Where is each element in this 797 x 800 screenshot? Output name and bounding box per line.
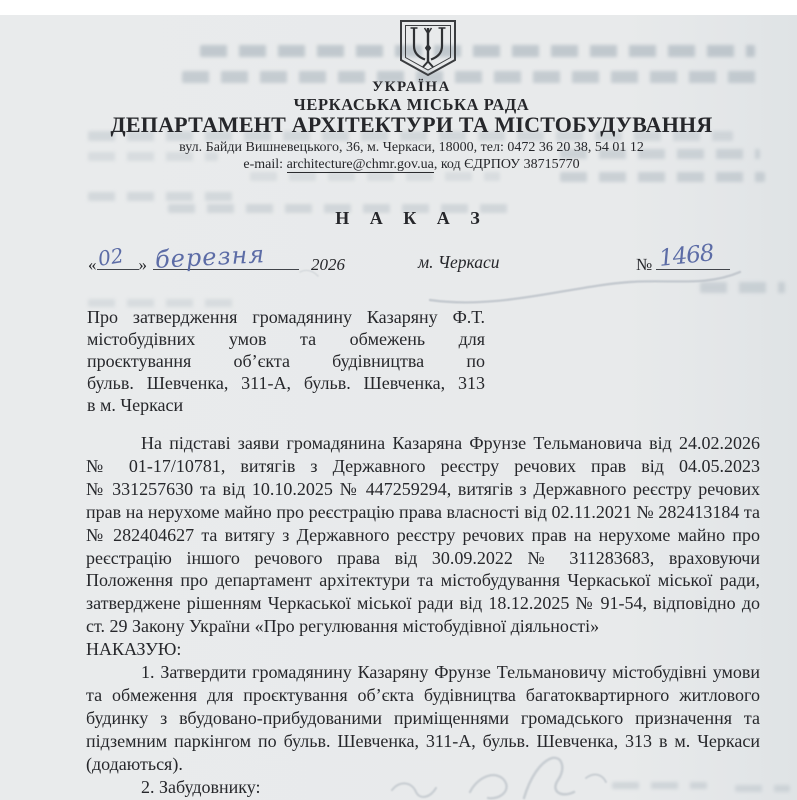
email-label: e-mail:: [243, 157, 287, 172]
order-heading: Н А К А З: [335, 208, 488, 228]
bleedthrough-line: [250, 172, 500, 181]
bleedthrough-line: [88, 192, 238, 201]
tryzub-coat-of-arms-icon: [397, 19, 459, 77]
day-blank-line: [95, 243, 139, 271]
scan-white-margin: [0, 0, 797, 15]
email-address: architecture@chmr.gov.ua: [286, 157, 434, 172]
subject-line: Про затвердження громадянину Казаряну Ф.Т.: [87, 307, 485, 327]
subject-line: містобудівних умов та обмежень для: [87, 329, 485, 349]
month-blank-line: [153, 240, 299, 274]
department-title: ДЕПАРТАМЕНТ АРХІТЕКТУРИ ТА МІСТОБУДУВАННЯ: [110, 112, 713, 137]
order-number: [636, 240, 730, 275]
handwritten-day: 02: [95, 243, 125, 271]
order-place: м. Черкаси: [418, 252, 500, 272]
grounds-paragraph: На підставі заяви громадянина Казаряна Фрунзе Тельмановича від 24.02.2026 № 01-17/10781, витягів з Державного реєстру речових прав від 04.05.2023 № 331257630 та від 10.10.2025 № 447259294, витягів з Державного реєстру речових прав на нерухоме майно про реєстрацію права власності від 02.11.2021 № 282413184 та № 282404627 та витягу з Державного реєстру речових прав на нерухоме майно про реєстрацію іншого речового права від 30.09.2022 № 311283683, враховуючи Положення про департамент архітектури та містобудування Черкаської міської ради, затверджене рішенням Черкаської міської ради від 18.12.2025 № 91-54, відповідно до ст. 29 Закону України «Про регулювання містобудівної діяльності»: [86, 433, 760, 637]
subject-line: бульв. Шевченка, 311-А, бульв. Шевченка, 313: [87, 373, 485, 393]
number-blank-line: [656, 240, 730, 272]
bleedthrough-line: [200, 45, 755, 57]
number-sign: №: [636, 255, 653, 274]
subject-line: проєктування об’єкта будівництва по: [87, 351, 485, 371]
order-item-1: 1. Затвердити громадянину Казаряну Фрунзе Тельмановичу містобудівні умови та обмеження для проєктування об’єкта будівництва багатоквартирного житлового будинку з вбудовано-прибудованими приміщеннями громадського призначення та підземним паркінгом по бульв. Шевченка, 311-А, бульв. Шевченка, 313 в м. Черкаси (додаються).: [86, 662, 760, 774]
order-year: 2026: [311, 255, 345, 274]
bleedthrough-line: [700, 282, 785, 293]
open-quote: «: [88, 255, 97, 274]
close-quote: »: [138, 255, 147, 274]
order-subject: [87, 306, 485, 416]
order-body: [86, 432, 760, 799]
address-line: вул. Байди Вишневецького, 36, м. Черкаси, 18000, тел: 0472 36 20 38, 54 01 12: [179, 140, 644, 155]
order-item-2: 2. Забудовнику:: [141, 776, 261, 797]
country-name: УКРАЇНА: [372, 79, 451, 95]
handwritten-number: 1468: [658, 240, 715, 272]
city-council-name: ЧЕРКАСЬКА МІСЬКА РАДА: [293, 95, 530, 114]
resolve-word: НАКАЗУЮ:: [86, 639, 182, 660]
subject-line: в м. Черкаси: [87, 395, 184, 415]
bleedthrough-line: [560, 172, 765, 182]
handwritten-month: березня: [154, 240, 266, 274]
edrpou-code: , код ЄДРПОУ 38715770: [433, 157, 580, 172]
order-date: [88, 240, 345, 275]
contact-line: [40, 157, 783, 173]
